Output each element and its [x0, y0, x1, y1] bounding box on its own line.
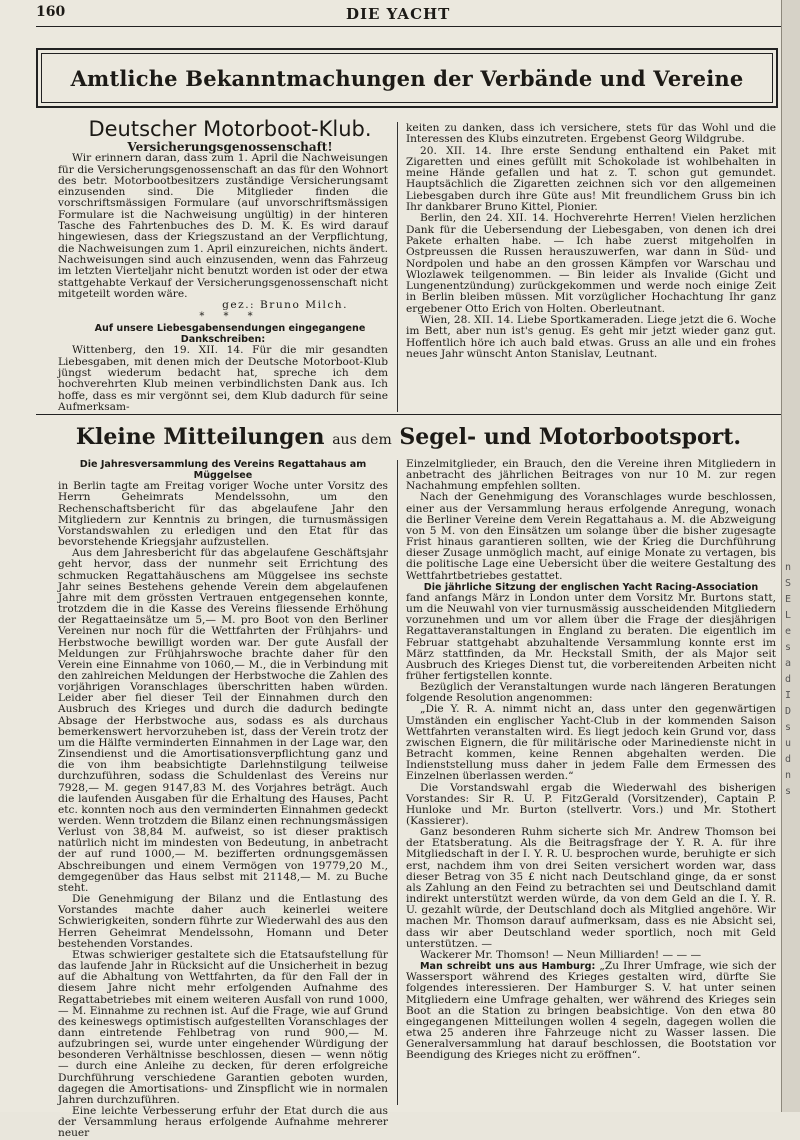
thanks-letter-holten: Berlin, den 24. XII. 14. Hochverehrte Herren! Vielen herzlichen Dank für die Uebersendung der Liebesgaben, von denen ich drei Pakete erhalten habe. — Ich habe zuerst mitgeholfen in Ostpreussen die Russen herauszuwerfen, war dann in Süd- und Nordpolen und habe an den grossen Kämpfen vor Warschau und Wlozlawek teilgenommen. — Bin leider als Invalide (Gicht und Lungenentzündung) zurückgekommen und werde noch einige Zeit in Berlin bleiben müssen. Mit vorzüglicher Hochachtung Ihr ganz ergebener Otto Erich von Holten. Oberleutnant. [406, 212, 776, 315]
adjacent-page-margin [781, 0, 800, 1112]
bottom-right-column [406, 459, 776, 1109]
margin-letter: S [785, 578, 792, 589]
thanks-letter-wien: Wien, 28. XII. 14. Liebe Sportkameraden. Liege jetzt die 6. Woche im Bett, aber nun ist's genug. Es geht mir jetzt wieder ganz gut. Hoffentlich höre ich auch bald etwas. Gruss an alle und ein frohes neues Jahr wünscht Anton Stanislav, Leutnant. [406, 314, 776, 360]
section-title: Amtliche Bekanntmachungen der Verbände und Vereine [70, 65, 744, 91]
regatta-budget-improvement: Eine leichte Verbesserung erfuhr der Etat durch die aus der Versammlung heraus erfolgende Aufnahme mehrerer neuer [58, 1105, 388, 1140]
thanks-letters-heading: Auf unsere Liebesgabensendungen eingegangene Dankschreiben: [94, 322, 366, 346]
hamburg-report-heading: Man schreibt uns aus Hamburg: [420, 961, 596, 973]
regatta-meeting-intro: in Berlin tagte am Freitag voriger Woche unter Vorsitz des Herrn Geheimrats Mendelssohn, um den Rechenschaftsbericht für das abgelaufene Jahr den Mitgliedern zur Kenntnis zu bringen, die turnusmässigen Vorstandswahlen zu erledigen und den Etat für das bevorstehende Kriegsjahr aufzustellen. [58, 480, 388, 549]
separator-stars: * * * [199, 311, 261, 323]
news-banner-title [76, 424, 741, 450]
bottom-left-column [58, 459, 388, 1140]
yra-board-election: Die Vorstandswahl ergab die Wiederwahl des bisherigen Vorstandes: Sir R. U. P. FitzGerald (Vorsitzender), Captain P. Hunloke und Mr. Burton (stellvertr. Vors.) und Mr. Stothert (Kassierer). [406, 781, 776, 827]
section-title-box [36, 48, 778, 108]
yra-meeting-heading: Die jährliche Sitzung der englischen Yacht Racing-Association [423, 581, 759, 593]
page-header [36, 4, 781, 26]
yra-meeting-report: fand anfangs März in London unter dem Vorsitz Mr. Burtons statt, um die Neuwahl von vier turnusmässig ausscheidenden Mitgliedern vorzunehmen und um vor allem über die Frage der diesjährigen Regattaveranstaltungen in England zu beraten. Die eigentlich im Februar stattgehabt abzuhaltende Versammlung konnte erst im März stattfinden, da Mr. Heckstall Smith, der als Major seit Ausbruch des Krieges Dienst tut, die vorbereitenden Arbeiten nicht früher fertigstellen konnte. [406, 591, 776, 682]
margin-letter: D [785, 706, 792, 717]
regatta-annual-report: Aus dem Jahresbericht für das abgelaufene Geschäftsjahr geht hervor, dass der nunmehr seit Errichtung des schmucken Regattahäuschens am Müggelsee ins sechste Jahr seines Bestehens gehende Verein dem abgelaufenen Jahre mit dem grössten Vertrauen entgegensehen konnte, trotzdem die in die Kasse des Vereins fliessende Erhöhung der Regattaeinsätze um 5,— M. pro Boot von den Berliner Vereinen nur noch für die Wettfahrten der Frühjahrs- und Herbstwoche bewilligt worden war. Der gute Ausfall der Meldungen zur Frühjahrswoche brachte daher für den Verein eine Einnahme von 1060,— M., die in Verbindung mit den zahlreichen Meldungen der Herbstwoche die Zahlen des vorjährigen Voranschlages überschritten haben würden. Leider aber fiel dieser Teil der Einnahmen durch den Ausbruch des Krieges und durch die dadurch bedingte Absage der Herbstwoche aus, sodass es als durchaus bemerkenswert hervorzuheben ist, dass der Verein trotz der um die Hälfte verminderten Einnahmen in der Lage war, den Zinsendienst und die Amortisationsverpflichtung ganz und die von ihm beabsichtigte Darlehnstilgung teilweise durchzuführen, sodass die Schuldenlast des Vereins nur 7928,— M. gegen 9147,83 M. des Vorjahres beträgt. Auch die laufenden Ausgaben für die Erhaltung des Hauses, Pacht etc. konnten noch aus den verminderten Einnahmen gedeckt werden. Wenn trotzdem die Bilanz einen rechnungsmässigen Verlust von 38,84 M. aufweist, so ist dieser praktisch natürlich nicht im mindesten von Bedeutung, in anbetracht der auf rund 1000,— M. bezifferten ordnungsgemässen Abschreibungen und einem Vermögen von 19779,20 M., demgegenüber das Haus selbst mit 21148,— M. zu Buche steht. [58, 547, 388, 894]
margin-letter: d [785, 754, 792, 765]
section-title-inner-frame [41, 53, 773, 103]
hamburg-report [406, 961, 776, 1061]
margin-letter: u [785, 738, 792, 749]
journal-title: DIE YACHT [346, 5, 451, 23]
banner-top-rule [36, 414, 781, 415]
club-subheading: Versicherungsgenossenschaft! [127, 140, 333, 154]
column-divider-top [397, 122, 398, 412]
margin-letter: n [785, 562, 792, 573]
hamburg-report-text: „Zu Ihrer Umfrage, wie sich der Wassersport während des Krieges gestalten wird, dürfte Sie folgendes interessieren. Der Hamburger S. V. hat unter seinen Mitgliedern eine Umfrage gehalten, wer während des Krieges sein Boot an die Station zu bringen beabsichtige. Von den etwa 80 eingegangenen Mitteilungen wollen 4 segeln, dagegen wollen die etwa 25 anderen ihre Fahrzeuge nicht zu Wasser lassen. Die Generalversammlung hat darauf beschlossen, die Bootstation vor Beendigung des Krieges nicht zu eröffnen“. [406, 960, 777, 1062]
margin-letter: s [785, 786, 792, 797]
yra-resolution-text: „Die Y. R. A. nimmt nicht an, dass unter den gegenwärtigen Umständen ein englischer Yacht-Club in der kommenden Saison Wettfahrten veranstalten wird. Es liegt jedoch kein Grund vor, dass zwischen Eignern, die für militärische oder Marinedienste nicht in Betracht kommen, keine Rennen abgehalten werden. Die Indienststellung muss daher in jedem Falle dem Ermessen des Einzelnen überlassen werden.“ [406, 703, 776, 783]
regatta-meeting-heading: Die Jahresversammlung des Vereins Regattahaus am Müggelsee [79, 459, 367, 482]
thomson-remark: Wackerer Mr. Thomson! — Neun Milliarden! — — — [420, 948, 702, 961]
top-right-column [406, 123, 776, 418]
thanks-letter-kittel: 20. XII. 14. Ihre erste Sendung enthaltend ein Paket mit Zigaretten und eines gefüllt mit Schokolade ist wohlbehalten in meine Hände gefallen und hat z. T. schon gut gemundet. Hauptsächlich die Zigaretten zeichnen sich vor den allgemeinen Liebesgaben durch ihre Güte aus! Mit freundlichem Gruss bin ich Ihr dankbarer Bruno Kittel, Pionier. [406, 144, 776, 214]
margin-letter: s [785, 642, 792, 653]
club-name: Deutscher Motorboot-Klub. [88, 117, 372, 141]
margin-letter: d [785, 674, 792, 685]
margin-letter: s [785, 722, 792, 733]
thomson-anecdote: Ganz besonderen Ruhm sicherte sich Mr. Andrew Thomson bei der Etatsberatung. Als die Beitragsfrage der Y. R. A. für ihre Mitgliedschaft in der I. Y. R. U. besprochen wurde, beruhigte er sich erst, nachdem ihm von drei Seiten versichert worden war, dass dieser Betrag von 35 £ nicht nach Deutschland ginge, da er sonst als Zahlung an den Feind zu betrachten sei und Deutschland damit indirekt unterstützt werden würde, da von dem Geld an die I. Y. R. U. gezahlt würde, der Deutschland doch als Mitglied angehöre. Wir machen Mr. Thomson darauf aufmerksam, dass es nie Absicht sei, dass wir aber Deutschland weder sportlich, noch mit Geld unterstützen. — [406, 826, 776, 950]
margin-letter: E [785, 594, 792, 605]
regatta-members-continuation: Einzelmitglieder, ein Brauch, den die Vereine ihren Mitgliedern in anbetracht des jährlichen Beitrages von nur 10 M. zur regen Nachahmung empfehlen sollten. [406, 458, 776, 493]
thanks-letter-continuation: keiten zu danken, dass ich versichere, stets für das Wohl und die Interessen des Klubs einzutreten. Ergebenst Georg Wildgrube. [406, 122, 776, 146]
page-number: 160 [36, 4, 66, 20]
thanks-letter-wittenberg: Wittenberg, den 19. XII. 14. Für die mir gesandten Liebesgaben, mit denen mich der Deutsche Motorboot-Klub jüngst wiederum bedacht hat, spreche ich dem hochverehrten Klub meinen verbindlichsten Dank aus. Ich hoffe, dass es mir vergönnt sei, dem Klub dadurch für seine Aufmerksam- [58, 344, 388, 413]
column-divider-bottom [397, 460, 398, 1105]
news-banner [36, 420, 781, 454]
regatta-budget: Etwas schwieriger gestaltete sich die Etatsaufstellung für das laufende Jahr in Rücksicht auf die Unsicherheit in bezug auf die Abhaltung von Wettfahrten, da für den Fall der in diesem Jahre nicht mehr erfolgenden Aufnahme des Regattabetriebes mit einem weiteren Ausfall von rund 1000,— M. Einnahme zu rechnen ist. Auf die Frage, wie auf Grund des keineswegs optimistisch aufgestellten Voranschlages der dann eintretende Fehlbetrag von rund 900,— M. aufzubringen sei, wurde unter eingehender Würdigung der besonderen Verhältnisse beschlossen, diesen — wenn nötig — durch eine Anleihe zu decken, für deren erfolgreiche Durchführung verschiedene Garantien geboten wurden, dagegen die Amortisations- und Zinspflicht wie in normalen Jahren durchzuführen. [58, 948, 388, 1106]
margin-letter: a [785, 658, 792, 669]
regatta-proposal: Nach der Genehmigung des Voranschlages wurde beschlossen, einer aus der Versammlung heraus erfolgende Anregung, wonach die Berliner Vereine dem Verein Regattahaus a. M. die Abzweigung von 5 M. von den Einsätzen um solange über die bisher zugesagte Frist hinaus garantieren sollten, wie der Krieg die Durchführung dieser Zusage unmöglich macht, auf einige Monate zu vertagen, bis die politische Lage eine Uebersicht über die weitere Gestaltung des Wettfahrtbetriebes gestattet. [406, 491, 776, 582]
banner-part-1: Kleine Mitteilungen [75, 424, 325, 450]
banner-part-2: aus dem [332, 432, 392, 448]
margin-letter: I [785, 690, 792, 701]
yra-resolution-intro: Bezüglich der Veranstaltungen wurde nach längeren Beratungen folgende Resolution angenommen: [406, 681, 776, 705]
margin-letter: e [785, 626, 792, 637]
margin-letter: n [785, 770, 792, 781]
top-left-column [58, 116, 388, 418]
notice-signature: gez.: Bruno Milch. [222, 299, 348, 312]
header-rule [36, 26, 781, 27]
banner-part-3: Segel- und Motorbootsport. [399, 424, 742, 450]
regatta-board-reelection: Die Genehmigung der Bilanz und die Entlastung des Vorstandes machte daher auch keinerlei weitere Schwierigkeiten, sondern führte zur Wiederwahl des aus den Herren Geheimrat Mendelssohn, Homann und Deter bestehenden Vorstandes. [58, 893, 388, 950]
margin-letter: L [785, 610, 792, 621]
insurance-notice-paragraph: Wir erinnern daran, dass zum 1. April die Nachweisungen für die Versicherungsgenossenschaft an das für den Wohnort des betr. Motorbootbesitzers zuständige Versicherungsamt einzusenden sind. Die Mitglieder finden die vorschriftsmässigen Formulare (auf unvorschriftsmässigen Formulare ist die Nachweisung ungültig) in der hinteren Tasche des Fahrtenbuches des D. M. K. Es wird darauf hingewiesen, dass der Kriegszustand an der Verpflichtung, die Nachweisungen zum 1. April einzureichen, nichts ändert. Nachweisungen sind auch einzusenden, wenn das Fahrzeug im letzten Vierteljahr nicht benutzt worden ist oder der etwa stattgehabte Verkauf der Versicherungsgenossenschaft nicht mitgeteilt worden wäre. [58, 152, 388, 300]
